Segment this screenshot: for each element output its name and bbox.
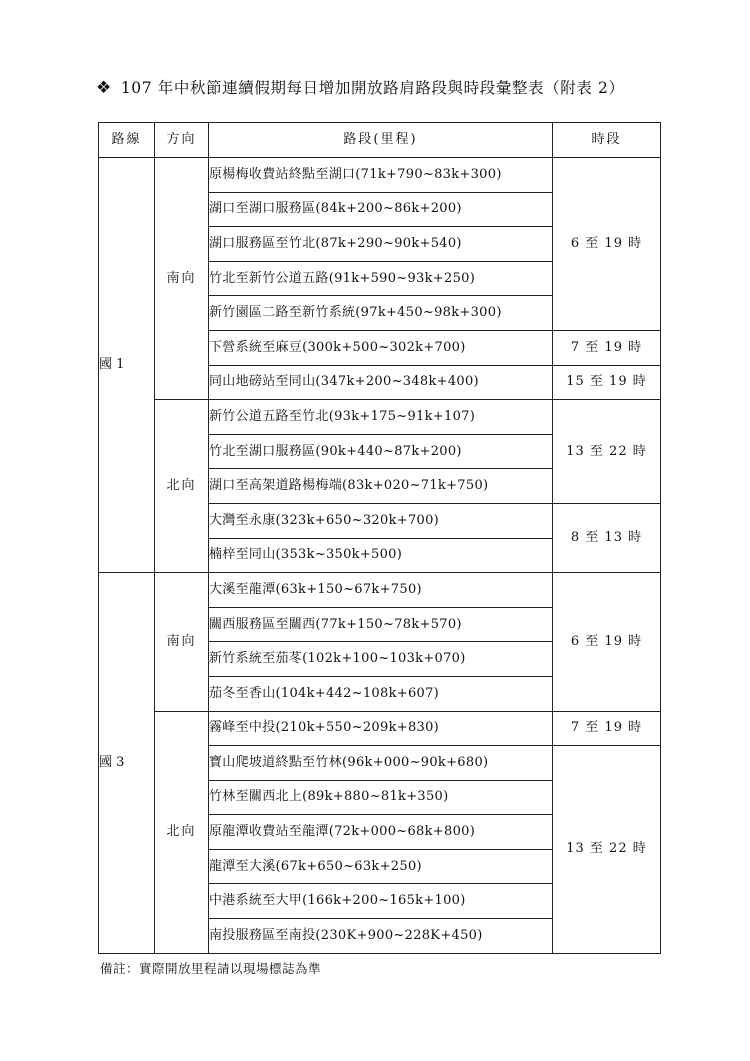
table-header-row (99, 123, 661, 158)
segment-cell: 原楊梅收費站終點至湖口(71k+790~83k+300) (209, 158, 553, 193)
route-cell: 國 1 (99, 158, 155, 573)
segment-cell: 下營系統至麻豆(300k+500~302k+700) (209, 330, 553, 365)
table-row (99, 573, 661, 608)
segment-cell: 關西服務區至關西(77k+150~78k+570) (209, 607, 553, 642)
segment-cell: 霧峰至中投(210k+550~209k+830) (209, 711, 553, 746)
time-cell: 13 至 22 時 (553, 400, 661, 504)
direction-cell: 北向 (155, 711, 209, 953)
time-cell: 7 至 19 時 (553, 330, 661, 365)
segment-cell: 湖口至湖口服務區(84k+200~86k+200) (209, 192, 553, 227)
table-row (99, 158, 661, 193)
segment-cell: 湖口至高架道路楊梅端(83k+020~71k+750) (209, 469, 553, 504)
segment-cell: 同山地磅站至同山(347k+200~348k+400) (209, 365, 553, 400)
direction-cell: 北向 (155, 400, 209, 573)
time-cell: 7 至 19 時 (553, 711, 661, 746)
four-diamond-bullet-icon: ❖ (96, 78, 112, 98)
time-cell: 13 至 22 時 (553, 746, 661, 954)
segment-cell: 竹林至關西北上(89k+880~81k+350) (209, 780, 553, 815)
segment-cell: 楠梓至同山(353k~350k+500) (209, 538, 553, 573)
document-title-text: 107 年中秋節連續假期每日增加開放路肩路段與時段彙整表（附表 2） (120, 79, 625, 97)
direction-cell: 南向 (155, 573, 209, 711)
segment-cell: 大灣至永康(323k+650~320k+700) (209, 503, 553, 538)
time-cell: 15 至 19 時 (553, 365, 661, 400)
segment-cell: 新竹公道五路至竹北(93k+175~91k+107) (209, 400, 553, 435)
route-cell: 國 3 (99, 573, 155, 954)
time-cell: 8 至 13 時 (553, 503, 661, 572)
header-time: 時段 (553, 123, 661, 158)
segment-cell: 湖口服務區至竹北(87k+290~90k+540) (209, 227, 553, 262)
document-title (96, 76, 625, 100)
table-row (99, 400, 661, 435)
header-direction: 方向 (155, 123, 209, 158)
segment-cell: 龍潭至大溪(67k+650~63k+250) (209, 849, 553, 884)
segment-cell: 竹北至新竹公道五路(91k+590~93k+250) (209, 261, 553, 296)
segment-cell: 茄冬至香山(104k+442~108k+607) (209, 676, 553, 711)
segment-cell: 大溪至龍潭(63k+150~67k+750) (209, 573, 553, 608)
time-cell: 6 至 19 時 (553, 573, 661, 711)
footnote: 備註：實際開放里程請以現場標誌為準 (100, 961, 322, 976)
schedule-table (98, 122, 661, 954)
segment-cell: 竹北至湖口服務區(90k+440~87k+200) (209, 434, 553, 469)
segment-cell: 南投服務區至南投(230K+900~228K+450) (209, 919, 553, 954)
header-segment: 路段(里程) (209, 123, 553, 158)
segment-cell: 寶山爬坡道終點至竹林(96k+000~90k+680) (209, 746, 553, 781)
segment-cell: 原龍潭收費站至龍潭(72k+000~68k+800) (209, 815, 553, 850)
segment-cell: 新竹系統至茄苳(102k+100~103k+070) (209, 642, 553, 677)
direction-cell: 南向 (155, 158, 209, 400)
header-route: 路線 (99, 123, 155, 158)
segment-cell: 中港系統至大甲(166k+200~165k+100) (209, 884, 553, 919)
segment-cell: 新竹園區二路至新竹系統(97k+450~98k+300) (209, 296, 553, 331)
table-row (99, 711, 661, 746)
time-cell: 6 至 19 時 (553, 158, 661, 331)
